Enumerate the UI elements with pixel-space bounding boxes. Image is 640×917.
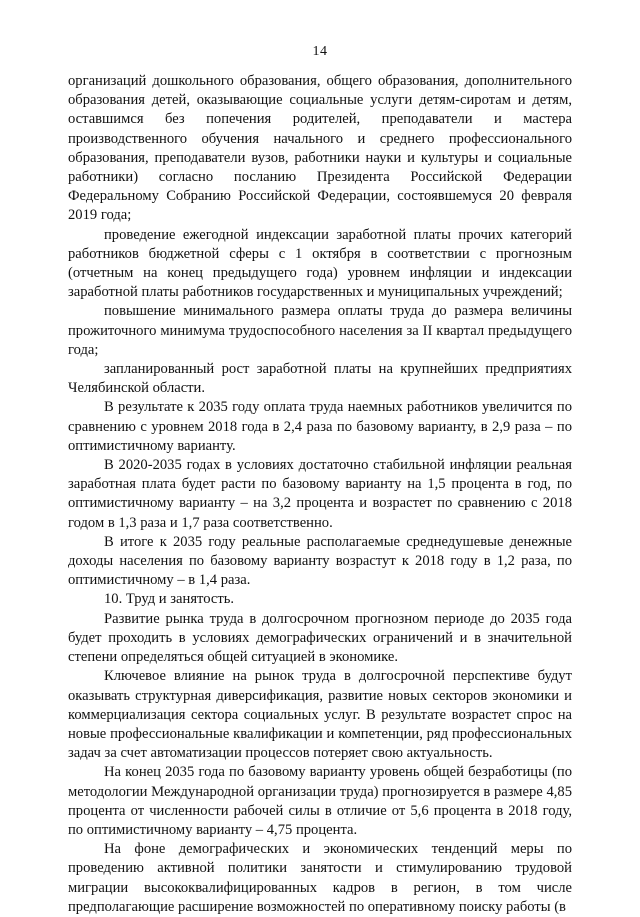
paragraph-unemployment: На конец 2035 года по базовому варианту уровень общей безработицы (по методологии Международной организации труда) прогнозируется в размере 4,85 процента от численности рабочей силы в отличие от 5,6 процента в 2018 году, по оптимистичному варианту – 4,75 процента. <box>68 764 572 838</box>
paragraph-wage-result: В результате к 2035 году оплата труда наемных работников увеличится по сравнению с уровнем 2018 года в 2,4 раза по базовому варианту, в 2,9 раза – по оптимистичному варианту. <box>68 399 572 454</box>
paragraph-labor-market: Развитие рынка труда в долгосрочном прогнозном периоде до 2035 года будет проходить в условиях демографических ограничений и в значительной степени определяться общей ситуацией в экономике. <box>68 610 572 666</box>
document-body <box>68 72 572 917</box>
paragraph-key-influence: Ключевое влияние на рынок труда в долгосрочной перспективе будут оказывать структурная диверсификация, развитие новых секторов экономики и коммерциализация сектора социальных услуг. В результате возрастет спрос на новые профессиональные квалификации и компетенции, ряд профессиональных задач за счет автоматизации процессов потеряет свою актуальность. <box>68 668 572 762</box>
paragraph-employment-policy: На фоне демографических и экономических тенденций меры по проведению активной политики занятости и стимулированию трудовой миграции высококвалифицированных кадров в регион, в том числе предполагающие расширение возможностей по оперативному поиску работы (в <box>68 841 572 915</box>
paragraph-minimum-wage: повышение минимального размера оплаты труда до размера величины прожиточного минимума трудоспособного населения за II квартал предыдущего года; <box>68 303 572 358</box>
paragraph-continuation: организаций дошкольного образования, общего образования, дополнительного образования детей, оказывающие социальные услуги детям-сиротам и детям, оставшимся без попечения родителей, преподаватели и мастера производственного обучения начального и среднего профессионального образования, преподаватели вузов, работники науки и культуры и социальные работники) согласно посланию Президента Российской Федерации Федеральному Собранию Российской Федерации, состоявшемуся 20 февраля 2019 года; <box>68 73 572 224</box>
page-number: 14 <box>312 44 328 59</box>
paragraph-real-income: В итоге к 2035 году реальные располагаемые среднедушевые денежные доходы населения по базовому варианту возрастут к 2018 году в 1,2 раза, по оптимистичному – в 1,4 раза. <box>68 533 572 589</box>
paragraph-real-wage: В 2020-2035 годах в условиях достаточно стабильной инфляции реальная заработная плата будет расти по базовому варианту на 1,5 процента в год, по оптимистичному варианту – на 3,2 процента и возрастет по сравнению с 2018 годом в 1,3 раза и 1,7 раза соответственно. <box>68 457 572 531</box>
section-heading-labor: 10. Труд и занятость. <box>104 591 235 608</box>
paragraph-planned-growth: запланированный рост заработной платы на крупнейших предприятиях Челябинской области. <box>68 361 572 397</box>
paragraph-indexation: проведение ежегодной индексации заработной платы прочих категорий работников бюджетной сферы с 1 октября в соответствии с прогнозным (отчетным на конец предыдущего года) уровнем инфляции и индексации заработной платы работников государственных и муниципальных учреждений; <box>68 226 572 301</box>
